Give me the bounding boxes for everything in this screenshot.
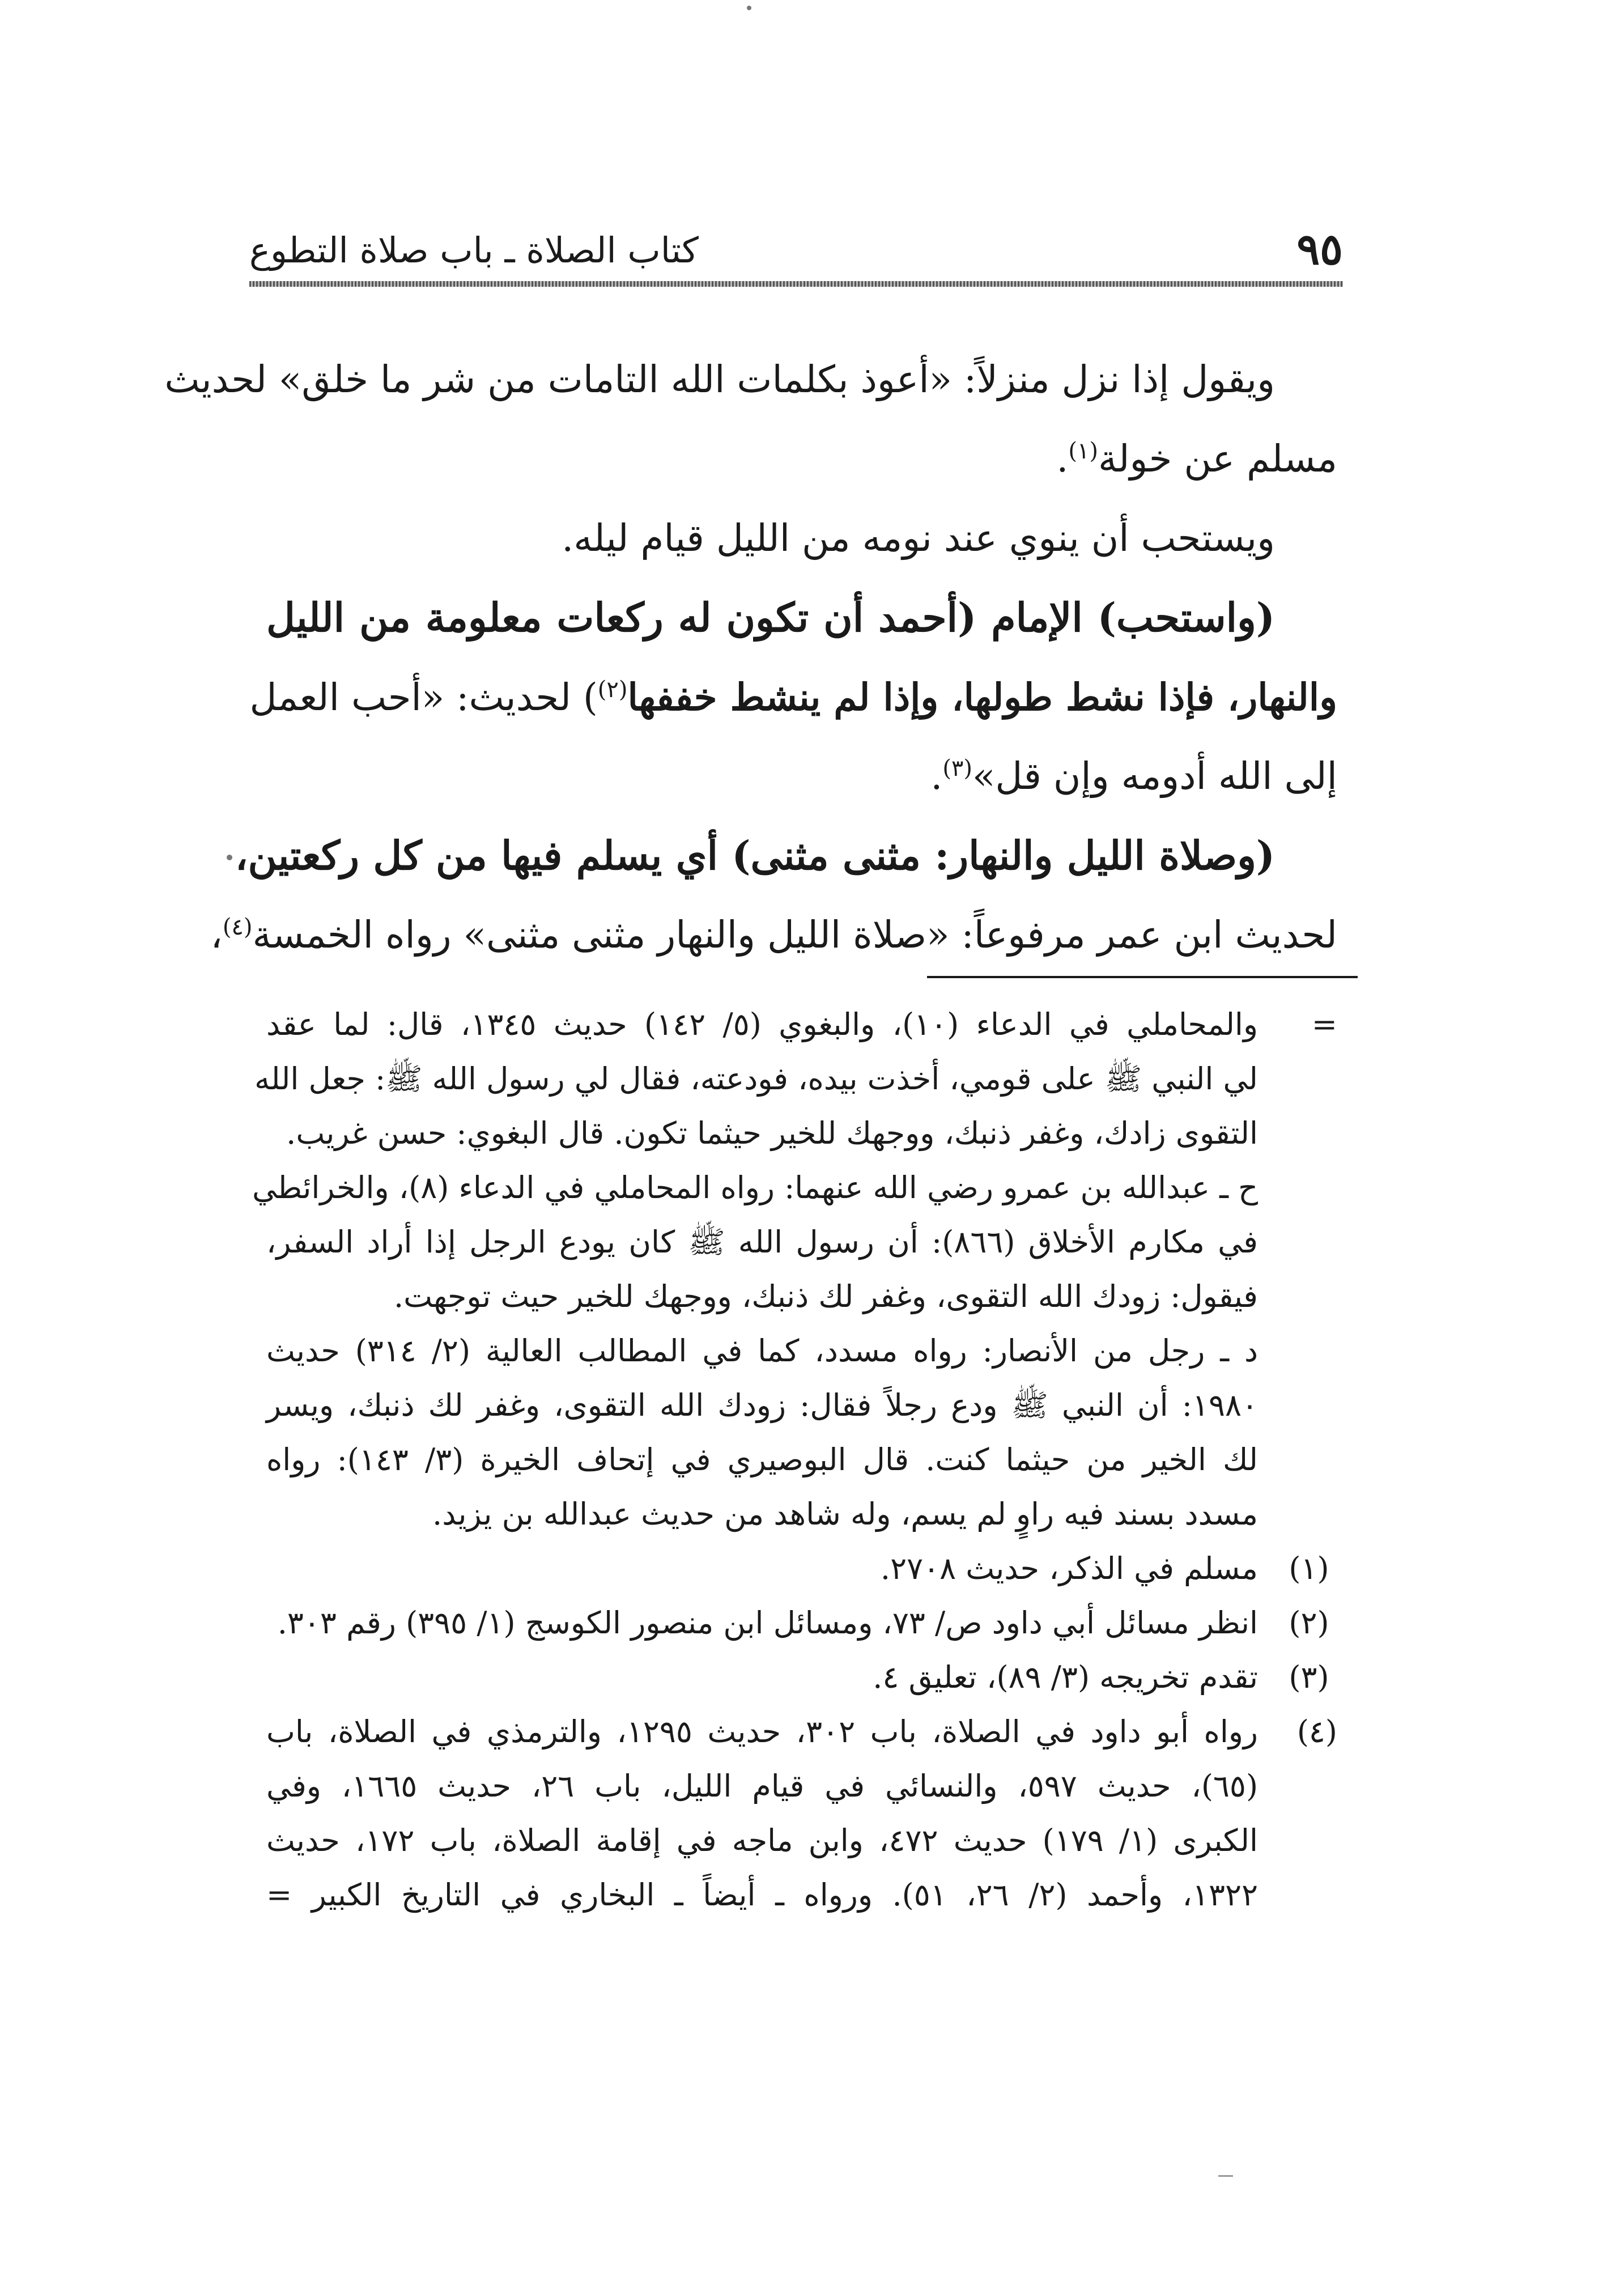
header-rule xyxy=(249,281,1343,287)
main-text xyxy=(164,340,1337,975)
footnote-text: مسدد بسند فيه راوٍ لم يسم، وله شاهد من حديث عبدالله بن يزيد. xyxy=(432,1496,1258,1532)
footnote-line xyxy=(266,997,1337,1052)
footnote-text: في مكارم الأخلاق (٨٦٦): أن رسول الله ﷺ كان يودع الرجل إذا أراد السفر، xyxy=(266,1224,1258,1260)
footnote-line xyxy=(266,1868,1337,1922)
body-text: (واستحب) الإمام (أحمد أن تكون له ركعات معلومة من الليل xyxy=(266,594,1275,641)
body-text: مسلم عن خولة xyxy=(1098,437,1337,481)
body-text: ويستحب أن ينوي عند نومه من الليل قيام ليله. xyxy=(562,516,1275,560)
footnote-line xyxy=(266,1215,1337,1269)
footnote-text: ١٣٢٢، وأحمد (٢/ ٢٦، ٥١). ورواه ـ أيضاً ـ البخاري في التاريخ الكبير = xyxy=(266,1877,1258,1913)
body-line xyxy=(210,895,1337,975)
footnote-text: لي النبي ﷺ على قومي، أخذت بيده، فودعته، فقال لي رسول الله ﷺ: جعل الله xyxy=(254,1061,1258,1097)
body-text: إلى الله أدومه وإن قل» xyxy=(972,754,1337,798)
body-line xyxy=(235,816,1337,895)
footnote-line xyxy=(266,1269,1337,1324)
footnote-text: لك الخير من حيثما كنت. قال البوصيري في إتحاف الخيرة (٣/ ١٤٣): رواه xyxy=(266,1442,1258,1477)
footnote-line xyxy=(266,1759,1337,1814)
footnote-text: ح ـ عبدالله بن عمرو رضي الله عنهما: رواه المحاملي في الدعاء (٨)، والخرائطي xyxy=(252,1170,1258,1205)
body-text: ويقول إذا نزل منزلاً: «أعوذ بكلمات الله التامات من شر ما خلق» لحديث xyxy=(164,358,1275,401)
footnote-text: رواه أبو داود في الصلاة، باب ٣٠٢، حديث ١٢٩٥، والترمذي في الصلاة، باب xyxy=(266,1714,1258,1750)
body-text: (وصلاة الليل والنهار: مثنى مثنى) أي يسلم فيها من كل ركعتين، xyxy=(235,832,1275,879)
footnote-text: ١٩٨٠: أن النبي ﷺ ودع رجلاً فقال: زودك الله التقوى، وغفر لك ذنبك، ويسر xyxy=(266,1387,1258,1423)
body-text: ) لحديث: «أحب العمل xyxy=(249,676,598,719)
body-text: . xyxy=(930,754,943,798)
footnote-ref: (٢) xyxy=(597,677,628,703)
footnote-marker: (١) xyxy=(1289,1551,1329,1586)
footnote-line xyxy=(266,1650,1337,1705)
footnote-line xyxy=(266,1596,1337,1650)
body-line xyxy=(164,340,1337,419)
page-number: ٩٥ xyxy=(1296,224,1343,274)
footnote-text: انظر مسائل أبي داود ص/ ٧٣، ومسائل ابن منصور الكوسج (١/ ٣٩٥) رقم ٣٠٣. xyxy=(277,1605,1258,1641)
footnote-text: د ـ رجل من الأنصار: رواه مسدد، كما في المطالب العالية (٢/ ٣١٤) حديث xyxy=(266,1333,1258,1369)
footnote-ref: (٣) xyxy=(942,755,973,782)
scan-speck xyxy=(747,6,751,10)
footnote-text: التقوى زادك، وغفر ذنبك، ووجهك للخير حيثما تكون. قال البغوي: حسن غريب. xyxy=(286,1115,1258,1151)
footnote-line xyxy=(266,1433,1337,1487)
scan-speck xyxy=(227,855,232,860)
footnote-text: فيقول: زودك الله التقوى، وغفر لك ذنبك، ووجهك للخير حيث توجهت. xyxy=(393,1279,1258,1314)
body-line xyxy=(266,499,1337,578)
body-text-bold: والنهار، فإذا نشط طولها، وإذا لم ينشط خففها xyxy=(627,675,1337,719)
running-title: كتاب الصلاة ـ باب صلاة التطوع xyxy=(249,230,699,271)
footnote-line xyxy=(254,1052,1337,1106)
footnote-line xyxy=(266,1542,1337,1596)
body-line xyxy=(266,737,1337,816)
footnotes xyxy=(252,997,1337,1922)
footnote-line xyxy=(252,1161,1337,1215)
footnote-ref: (١) xyxy=(1068,438,1099,464)
body-text: ، xyxy=(210,913,223,957)
body-text: . xyxy=(1056,437,1069,481)
footnote-line xyxy=(266,1814,1337,1868)
footnote-text: الكبرى (١/ ١٧٩) حديث ٤٧٢، وابن ماجه في إقامة الصلاة، باب ١٧٢، حديث xyxy=(266,1823,1259,1858)
footnote-marker: (٣) xyxy=(1289,1659,1329,1695)
footnote-text: (٦٥)، حديث ٥٩٧، والنسائي في قيام الليل، باب ٢٦، حديث ١٦٦٥، وفي xyxy=(266,1768,1259,1804)
footnote-line xyxy=(266,1705,1337,1759)
footnote-text: مسلم في الذكر، حديث ٢٧٠٨. xyxy=(880,1551,1258,1586)
footnote-ref: (٤) xyxy=(222,914,253,940)
footnote-text: والمحاملي في الدعاء (١٠)، والبغوي (٥/ ١٤٢) حديث ١٣٤٥، قال: لما عقد xyxy=(266,1007,1259,1042)
body-line xyxy=(266,578,1337,657)
body-text: لحديث ابن عمر مرفوعاً: «صلاة الليل والنهار مثنى مثنى» رواه الخمسة xyxy=(252,913,1337,957)
scan-dash xyxy=(1218,2175,1233,2177)
footnote-marker: (٢) xyxy=(1289,1605,1329,1641)
footnote-text: تقدم تخريجه (٣/ ٨٩)، تعليق ٤. xyxy=(873,1659,1258,1695)
page-header xyxy=(249,224,1343,274)
continuation-marker: = xyxy=(1311,1007,1337,1042)
footnote-marker: (٤) xyxy=(1296,1714,1337,1750)
footnote-separator xyxy=(927,976,1358,978)
body-line xyxy=(266,419,1337,499)
footnote-line xyxy=(266,1106,1337,1161)
footnote-line xyxy=(266,1378,1337,1433)
footnote-line xyxy=(266,1487,1337,1542)
body-line xyxy=(249,657,1337,737)
footnote-line xyxy=(266,1324,1337,1378)
